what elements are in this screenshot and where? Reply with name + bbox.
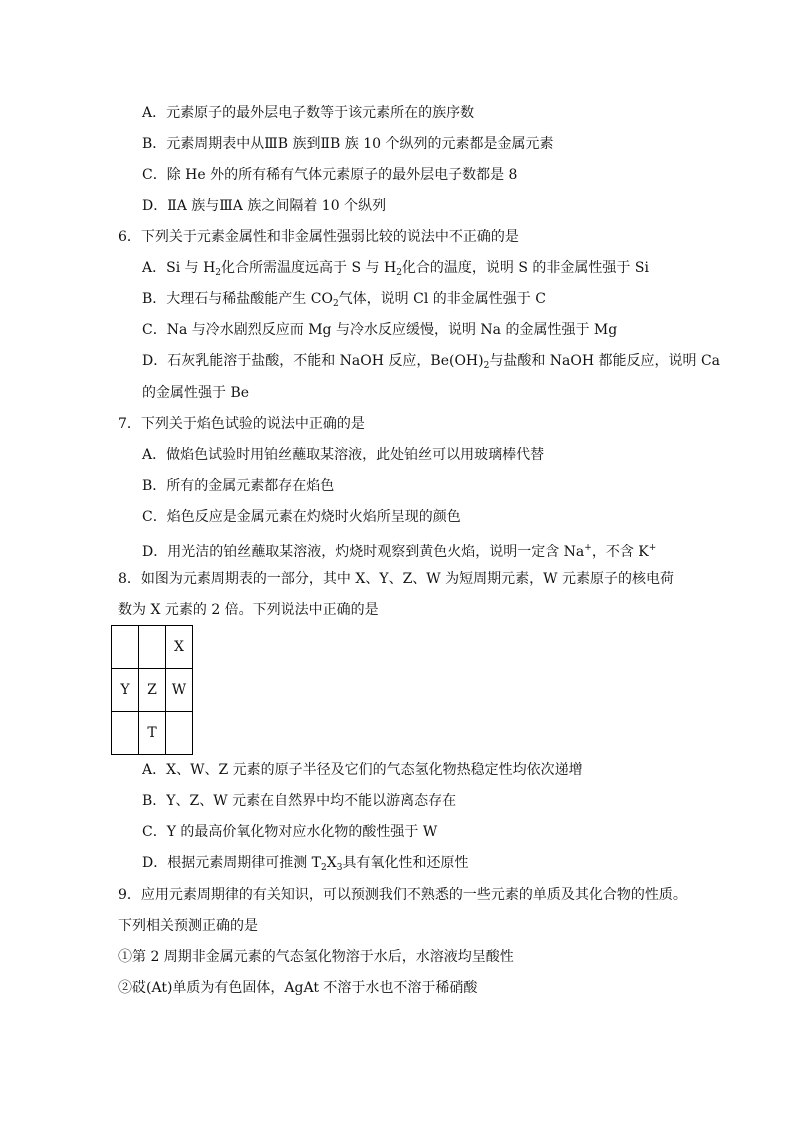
table-cell: T [139,712,166,755]
q9-item-2: ②砹(At)单质为有色固体，AgAt 不溶于水也不溶于稀硝酸 [118,980,478,996]
table-cell: Y [112,669,139,712]
q7-stem: 7．下列关于焰色试验的说法中正确的是 [118,416,365,432]
table-cell [166,712,193,755]
q6-stem: 6．下列关于元素金属性和非金属性强弱比较的说法中不正确的是 [118,229,519,245]
q6-option-d-continued: 的金属性强于 Be [142,385,250,401]
q7-option-b: B．所有的金属元素都存在焰色 [142,478,335,494]
q9-stem-line1: 9．应用元素周期律的有关知识，可以预测我们不熟悉的一些元素的单质及其化合物的性质。 [118,887,687,903]
q6-option-c: C．Na 与冷水剧烈反应而 Mg 与冷水反应缓慢，说明 Na 的金属性强于 Mg [142,322,618,338]
table-cell [139,626,166,669]
table-cell: W [166,669,193,712]
q9-stem-line2: 下列相关预测正确的是 [118,918,258,934]
q9-item-1: ①第 2 周期非金属元素的气态氢化物溶于水后，水溶液均呈酸性 [118,949,514,965]
q5-option-b: B．元素周期表中从ⅢB 族到ⅡB 族 10 个纵列的元素都是金属元素 [142,136,554,152]
q5-option-a: A．元素原子的最外层电子数等于该元素所在的族序数 [142,105,475,121]
q7-option-a: A．做焰色试验时用铂丝蘸取某溶液，此处铂丝可以用玻璃棒代替 [142,447,545,463]
q8-stem-line2: 数为 X 元素的 2 倍。下列说法中正确的是 [118,602,379,618]
q6-option-b: B．大理石与稀盐酸能产生 $CO_2$气体，说明 Cl 的非金属性强于 C [142,291,546,309]
periodic-table-fragment [111,625,193,755]
q8-option-b: B．Y、Z、W 元素在自然界中均不能以游离态存在 [142,793,457,809]
q6-option-d: D．石灰乳能溶于盐酸，不能和 NaOH 反应，$Be(OH)_2$与盐酸和 NaOH 都能反应，说明 Ca [142,353,721,371]
q8-option-c: C．Y 的最高价氧化物对应水化物的酸性强于 W [142,824,438,840]
q8-stem-line1: 8．如图为元素周期表的一部分，其中 X、Y、Z、W 为短周期元素，W 元素原子的核电荷 [118,571,674,587]
table-cell [112,626,139,669]
table-cell [112,712,139,755]
q7-option-d: D．用光洁的铂丝蘸取某溶液，灼烧时观察到黄色火焰，说明一定含 Na+，不含 K+ [142,543,657,560]
table-cell: X [166,626,193,669]
q8-option-d: D．根据元素周期律可推测 $T_2X_3$具有氧化性和还原性 [142,855,469,873]
q7-option-c: C．焰色反应是金属元素在灼烧时火焰所呈现的颜色 [142,509,461,525]
q5-option-c: C．除 He 外的所有稀有气体元素原子的最外层电子数都是 8 [142,167,518,183]
q5-option-d: D．ⅡA 族与ⅢA 族之间隔着 10 个纵列 [142,198,387,214]
q6-option-a: A．Si 与 $H_2$化合所需温度远高于 S 与 $H_2$化合的温度，说明 S 的非金属性强于 Si [142,260,649,278]
table-cell: Z [139,669,166,712]
q8-option-a: A．X、W、Z 元素的原子半径及它们的气态氢化物热稳定性均依次递增 [142,762,583,778]
